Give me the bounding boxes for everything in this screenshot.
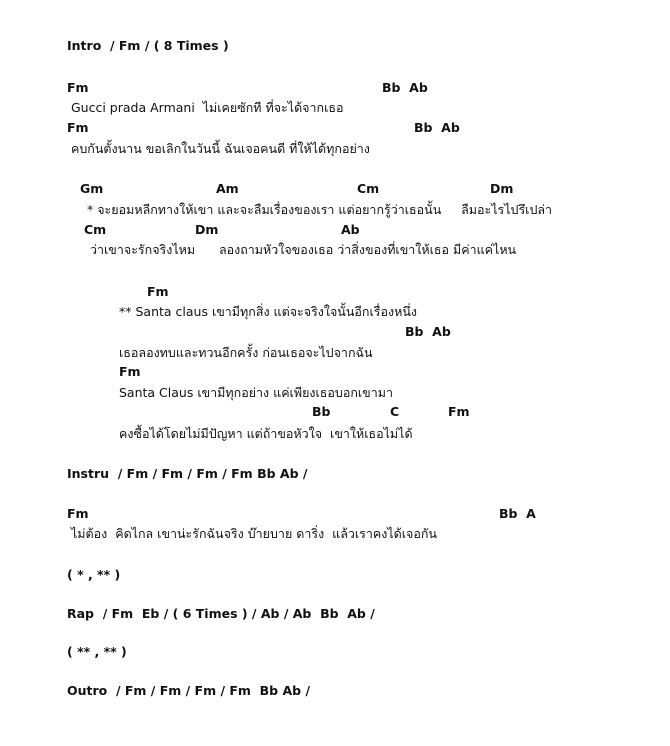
chord: Fm — [448, 404, 470, 419]
chord: Bb Ab — [414, 120, 460, 135]
lyric-line: ** Santa claus เขามีทุกสิ่ง แต่จะจริงใจนั้นอีกเรื่องหนึ่ง — [119, 304, 417, 319]
chord: Bb A — [499, 506, 536, 521]
chord: Fm — [67, 506, 89, 521]
rap-line: Rap / Fm Eb / ( 6 Times ) / Ab / Ab Bb Ab / — [67, 606, 375, 621]
chord: Cm — [84, 222, 107, 237]
chord: Fm — [147, 284, 169, 299]
chord: Ab — [341, 222, 360, 237]
lyric-line: * จะยอมหลีกทางให้เขา และจะลืมเรื่องของเรา แต่อยากรู้ว่าเธอนั้น ลืมอะไรไปรึเปล่า — [87, 202, 553, 217]
chord: Cm — [357, 181, 380, 196]
lyric-line: เธอลองทบและทวนอีกครั้ง ก่อนเธอจะไปจากฉัน — [119, 345, 373, 360]
lyric-line: คบกันตั้งนาน ขอเลิกในวันนี้ ฉันเจอคนดี ที่ให้ได้ทุกอย่าง — [71, 141, 370, 156]
chord: Dm — [490, 181, 514, 196]
repeat-line: ( ** , ** ) — [67, 644, 127, 659]
lyric-line: คงซื้อได้โดยไม่มีปัญหา แต่ถ้าขอหัวใจ เขาให้เธอไม่ได้ — [119, 426, 413, 441]
chord: Bb — [312, 404, 331, 419]
chord: Am — [216, 181, 239, 196]
outro-line: Outro / Fm / Fm / Fm / Fm Bb Ab / — [67, 683, 311, 698]
chord: Fm — [119, 364, 141, 379]
lyric-line: Gucci prada Armani ไม่เคยซักที ที่จะได้จากเธอ — [71, 100, 344, 115]
lyric-line: ว่าเขาจะรักจริงไหม ลองถามหัวใจของเธอ ว่าสิ่งของที่เขาให้เธอ มีค่าแค่ไหน — [90, 242, 517, 257]
intro-line: Intro / Fm / ( 8 Times ) — [67, 38, 229, 53]
chord: Dm — [195, 222, 219, 237]
repeat-line: ( * , ** ) — [67, 567, 121, 582]
chord: Bb Ab — [405, 324, 451, 339]
chord: C — [390, 404, 400, 419]
chord: Fm — [67, 80, 89, 95]
chord: Bb Ab — [382, 80, 428, 95]
lyric-line: Santa Claus เขามีทุกอย่าง แค่เพียงเธอบอกเขามา — [119, 385, 394, 400]
instru-line: Instru / Fm / Fm / Fm / Fm Bb Ab / — [67, 466, 308, 481]
chord: Fm — [67, 120, 89, 135]
chord: Gm — [80, 181, 104, 196]
lyric-line: ไม่ต้อง คิดไกล เขาน่ะรักฉันจริง บ๊ายบาย ดาริ่ง แล้วเราคงได้เจอกัน — [71, 526, 437, 541]
